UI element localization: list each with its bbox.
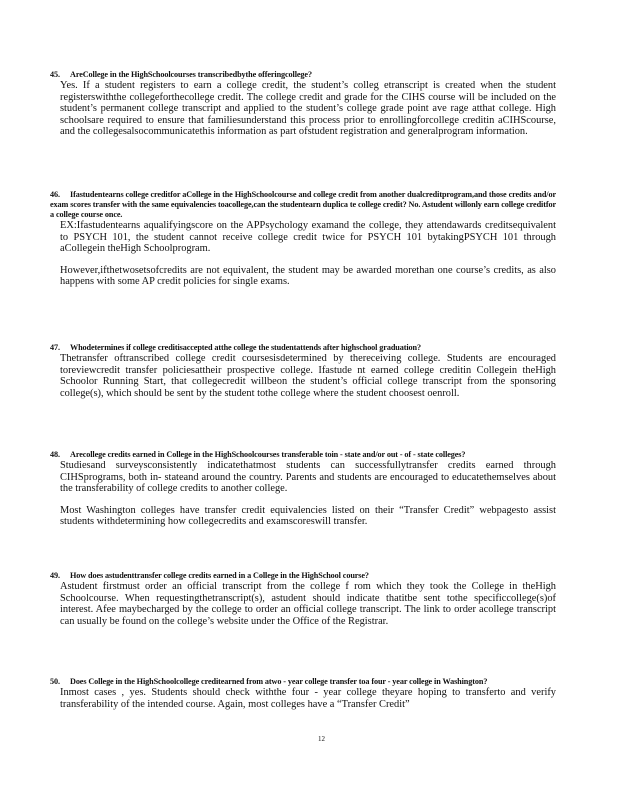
question-text: Arecollege credits earned in College in the HighSchoolcourses transferable toin - state and/or out - of - state colleges? bbox=[70, 450, 466, 459]
question bbox=[50, 70, 556, 80]
answer-paragraph: Astudent firstmust order an official transcript from the college f rom which they took the College in theHigh Schoolcourse. When requestingthetranscript(s), astudent should indicate thatitbe sent tothe specificcollege(s)of interest. Afee maybecharged by the college to order an official college transcript. The link to order acollege transcript can usually be found on the college’s website under the Office of the Registrar. bbox=[60, 581, 556, 627]
answer-paragraph: Inmost cases , yes. Students should check withthe four - year college theyare hoping to transferto and verify transferability of the intended course. Again, most colleges have a “Transfer Credit” bbox=[60, 687, 556, 710]
answer bbox=[60, 581, 556, 627]
faq-item-50 bbox=[50, 677, 556, 710]
question-number: 46. bbox=[50, 190, 60, 199]
question-number: 48. bbox=[50, 450, 60, 459]
answer-paragraph: Thetransfer oftranscribed college credit coursesisdetermined by thereceiving college. Students are encouraged toreviewcredit transfer policiesattheir prospective college. Ifastude nt earned college creditin Collegein theHigh Schoolor Running Start, that collegecredit willbeon the student’s official college transcript from the sponsoring college(s), which should be sent by the student tothe college where the student choosest oenroll. bbox=[60, 353, 556, 399]
answer-paragraph: Studiesand surveysconsistently indicatethatmost students can successfullytransfer credits earned through CIHSprograms, both in- stateand around the country. Parents and students are encouraged to educatethemselves about the transferability of college credits to another college. bbox=[60, 460, 556, 495]
question-number: 47. bbox=[50, 343, 60, 352]
page-number: 12 bbox=[318, 735, 325, 743]
question bbox=[50, 190, 556, 220]
question-number: 45. bbox=[50, 70, 60, 79]
faq-item-47 bbox=[50, 343, 556, 399]
question-text: Ifastudentearns college creditfor aCollege in the HighSchoolcourse and college credit from another dualcreditprogram,and those credits and/or exam scores transfer with the same equivalencies toacollege,can the studentearn duplica te college credit? No. Astudent willonly earn college creditfor a college course once. bbox=[50, 190, 556, 219]
question-text: AreCollege in the HighSchoolcourses transcribedbythe offeringcollege? bbox=[70, 70, 312, 79]
answer-paragraph: Most Washington colleges have transfer credit equivalencies listed on their “Transfer Credit” webpagesto assist students withdetermining how collegecredits and examscoreswill transfer. bbox=[60, 504, 556, 528]
question-text: How does astudenttransfer college credits earned in a College in the HighSchool course? bbox=[70, 571, 369, 580]
faq-item-49 bbox=[50, 571, 556, 627]
question-number: 50. bbox=[50, 677, 60, 686]
answer-paragraph: Yes. If a student registers to earn a college credit, the student’s colleg etranscript is created when the student registerswiththe collegeforthecollege credit. The college credit and grade for the CIHS course will be included on the student’s permanent college transcript and applied to the student’s college grade point ave rage atthat college. High schoolsare required to ensure that familiesunderstand this process prior to enrollingforcollege creditin aCIHScourse, and the collegesalsocommunicatethis information as part ofstudent registration and generalprogram information. bbox=[60, 80, 556, 138]
question bbox=[50, 450, 556, 460]
question-text: Does College in the HighSchoolcollege creditearned from atwo - year college transfer toa four - year college in Washington? bbox=[70, 677, 488, 686]
answer bbox=[60, 220, 556, 288]
answer bbox=[60, 687, 556, 710]
question-number: 49. bbox=[50, 571, 60, 580]
question-text: Whodetermines if college creditisaccepted atthe college the studentattends after highschool graduation? bbox=[70, 343, 421, 352]
question bbox=[50, 571, 556, 581]
faq-item-46 bbox=[50, 190, 556, 288]
answer bbox=[60, 80, 556, 138]
answer-paragraph: EX:Ifastudentearns aqualifyingscore on the APPsychology examand the college, they attendawards creditsequivalent to PSYCH 101, the student cannot receive college credit twice for PSYCH 101 bytakingPSYCH 101 through aCollegein theHigh Schoolprogram. bbox=[60, 220, 556, 255]
question bbox=[50, 677, 556, 687]
faq-item-45 bbox=[50, 70, 556, 138]
answer-paragraph: However,ifthetwosetsofcredits are not equivalent, the student may be awarded morethan one course’s credits, as also happens with some AP credit policies for single exams. bbox=[60, 264, 556, 288]
faq-item-48 bbox=[50, 450, 556, 528]
answer bbox=[60, 353, 556, 399]
answer bbox=[60, 460, 556, 528]
question bbox=[50, 343, 556, 353]
